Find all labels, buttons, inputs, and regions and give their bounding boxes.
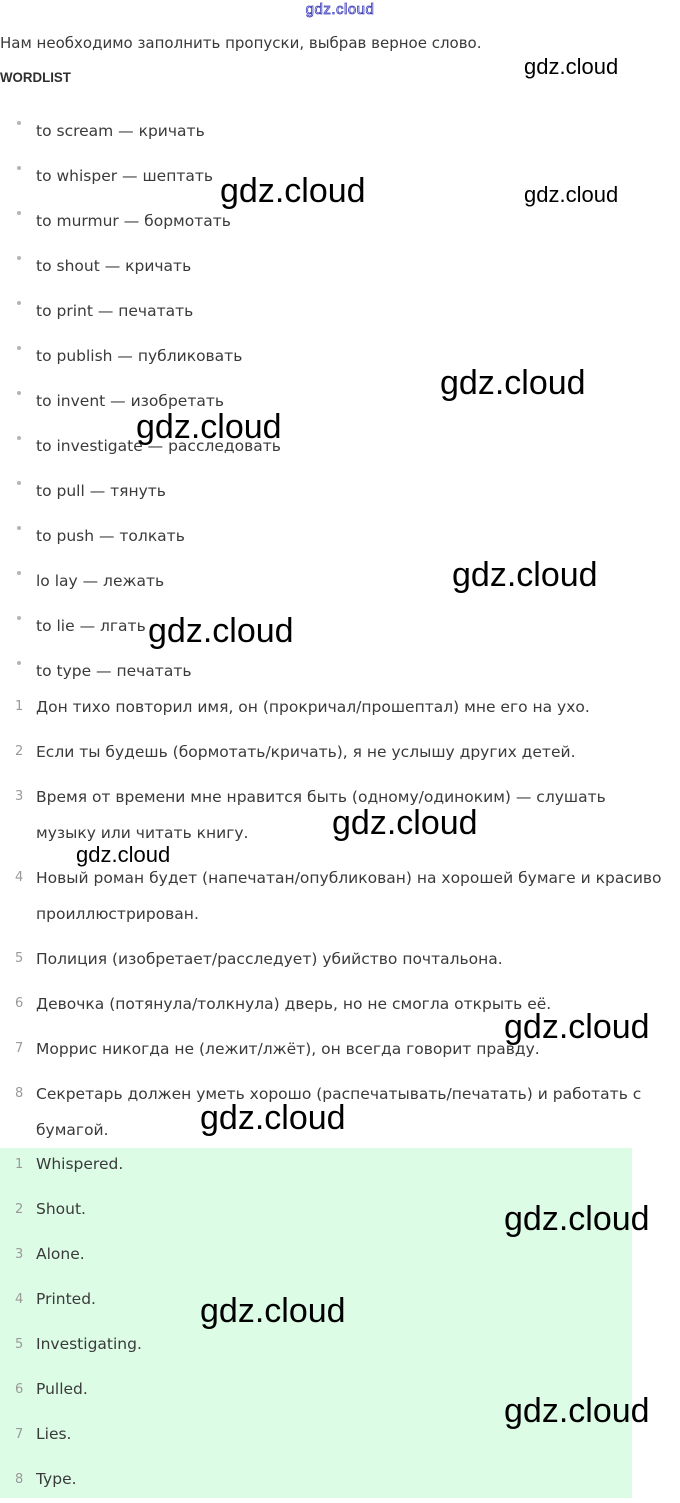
bullet-icon [17,571,21,575]
answer-text: Pulled. [36,1380,88,1398]
wordlist-item: to scream — кричать [0,110,680,155]
wordlist-item: to whisper — шептать [0,155,680,200]
wordlist-item: to invent — изобретать [0,380,680,425]
answer-number: 7 [15,1427,24,1442]
watermark: gdz.cloud [76,842,171,867]
task-text: Девочка (потянула/толкнула) дверь, но не смогла открыть её. [36,995,552,1013]
watermark: gdz.cloud [136,408,282,446]
wordlist-item: lo lay — лежать [0,560,680,605]
watermark: gdz.cloud [504,1200,650,1238]
wordlist-item: to shout — кричать [0,245,680,290]
top-watermark: gdz.cloud [305,1,375,18]
watermark: gdz.cloud [200,1292,346,1330]
task-text: Время от времени мне нравится быть (одному/одиноким) — слушать музыку или читать книгу. [36,788,606,842]
answer-item [0,1233,632,1278]
task-number: 8 [15,1086,24,1101]
wordlist-item: to murmur — бормотать [0,200,680,245]
bullet-icon [17,166,21,170]
task-item [0,689,680,725]
answer-item [0,1143,632,1188]
watermark: gdz.cloud [332,804,478,842]
task-number: 2 [15,744,24,759]
watermark: gdz.cloud [220,172,366,210]
wordlist-item: to type — печатать [0,650,680,695]
wordlist-heading: WORDLIST [0,69,71,85]
task-text: Если ты будешь (бормотать/кричать), я не услышу других детей. [36,743,576,761]
answer-item [0,1458,632,1503]
answer-number: 4 [15,1292,24,1307]
bullet-icon [17,301,21,305]
task-text: Моррис никогда не (лежит/лжёт), он всегда говорит правду. [36,1040,540,1058]
task-list [0,689,680,1157]
answer-number: 5 [15,1337,24,1352]
answer-text: Type. [36,1470,77,1488]
watermark: gdz.cloud [200,1099,346,1137]
watermark: gdz.cloud [524,182,619,207]
watermark: gdz.cloud [452,556,598,594]
answer-number: 2 [15,1202,24,1217]
task-item [0,860,680,932]
answer-number: 8 [15,1472,24,1487]
answer-number: 1 [15,1157,24,1172]
wordlist-item: to print — печатать [0,290,680,335]
watermark: gdz.cloud [504,1008,650,1046]
task-item [0,941,680,977]
answer-text: Lies. [36,1425,72,1443]
watermark: gdz.cloud [148,612,294,650]
bullet-icon [17,391,21,395]
task-text: Новый роман будет (напечатан/опубликован) на хорошей бумаге и красиво проиллюстрирован. [36,869,662,923]
answer-text: Investigating. [36,1335,142,1353]
task-item [0,734,680,770]
task-number: 3 [15,789,24,804]
task-text: Полиция (изобретает/расследует) убийство почтальона. [36,950,503,968]
task-number: 5 [15,951,24,966]
watermark: gdz.cloud [524,54,619,79]
answer-number: 3 [15,1247,24,1262]
answer-text: Printed. [36,1290,96,1308]
task-text: Дон тихо повторил имя, он (прокричал/прошептал) мне его на ухо. [36,698,590,716]
watermark: gdz.cloud [504,1392,650,1430]
wordlist-item: to push — толкать [0,515,680,560]
bullet-icon [17,211,21,215]
task-number: 4 [15,870,24,885]
watermark: gdz.cloud [440,364,586,402]
intro-text: Нам необходимо заполнить пропуски, выбрав верное слово. [0,34,482,52]
answer-text: Whispered. [36,1155,124,1173]
bullet-icon [17,436,21,440]
answer-text: Alone. [36,1245,85,1263]
answer-number: 6 [15,1382,24,1397]
task-number: 6 [15,996,24,1011]
bullet-icon [17,346,21,350]
bullet-icon [17,121,21,125]
wordlist-item: to publish — публиковать [0,335,680,380]
bullet-icon [17,256,21,260]
wordlist-item: to pull — тянуть [0,470,680,515]
bullet-icon [17,661,21,665]
bullet-icon [17,481,21,485]
task-number: 1 [15,699,24,714]
wordlist-item: to lie — лгать [0,605,680,650]
bullet-icon [17,526,21,530]
task-number: 7 [15,1041,24,1056]
answer-text: Shout. [36,1200,86,1218]
task-text: Секретарь должен уметь хорошо (распечатывать/печатать) и работать с бумагой. [36,1085,642,1139]
wordlist-item: to investigate — расследовать [0,425,680,470]
bullet-icon [17,616,21,620]
